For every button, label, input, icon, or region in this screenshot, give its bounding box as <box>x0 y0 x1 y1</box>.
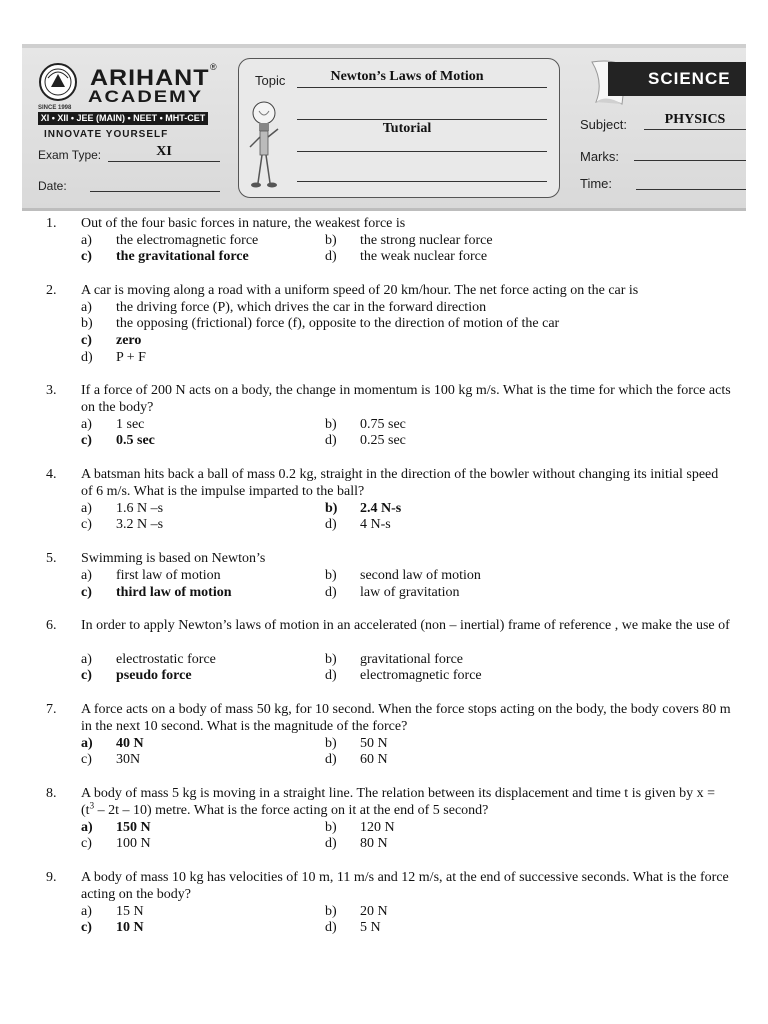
option-text: 30N <box>116 752 141 767</box>
exam-type-line <box>108 161 220 162</box>
topic-label: Topic <box>255 73 286 88</box>
option-text: 15 N <box>116 904 144 919</box>
option-letter: c) <box>81 433 92 448</box>
option-letter: c) <box>81 249 92 264</box>
subject-value: PHYSICS <box>664 112 726 127</box>
question-text: Swimming is based on Newton’s <box>81 551 266 566</box>
exam-type-label: Exam Type: <box>38 148 102 162</box>
option-text: 80 N <box>360 836 388 851</box>
question-number: 1. <box>46 216 57 231</box>
option-letter: b) <box>325 233 337 248</box>
option-text: 1 sec <box>116 417 145 432</box>
option-text: the strong nuclear force <box>360 233 493 248</box>
option-letter: b) <box>325 904 337 919</box>
option-text: electromagnetic force <box>360 668 482 683</box>
option-letter: b) <box>325 820 337 835</box>
subject-line <box>644 129 746 130</box>
option-text: the driving force (P), which drives the car in the forward direction <box>116 300 487 315</box>
option-letter: c) <box>81 836 92 851</box>
option-text: 5 N <box>360 920 381 935</box>
option-text: the weak nuclear force <box>360 249 488 264</box>
option-letter: d) <box>325 668 337 683</box>
registered-mark: ® <box>210 62 217 72</box>
question-number: 8. <box>46 786 57 801</box>
tagline: INNOVATE YOURSELF <box>44 129 169 140</box>
option-text: 0.75 sec <box>360 417 406 432</box>
question-number: 5. <box>46 551 57 566</box>
option-text: 150 N <box>116 820 151 835</box>
topic-value-2: Tutorial <box>382 121 432 136</box>
question-number: 9. <box>46 870 57 885</box>
question-text: A car is moving along a road with a uniform speed of 20 km/hour. The net force acting on the car is <box>81 283 639 298</box>
question-number: 4. <box>46 467 57 482</box>
option-letter: d) <box>325 752 337 767</box>
option-text: zero <box>116 333 142 348</box>
lightbulb-mascot-icon <box>247 99 281 191</box>
science-banner: SCIENCE <box>608 62 746 96</box>
exam-type-value: XI <box>156 144 172 159</box>
option-letter: c) <box>81 920 92 935</box>
option-text: third law of motion <box>116 585 232 600</box>
date-line <box>90 191 220 192</box>
option-text: law of gravitation <box>360 585 460 600</box>
option-letter: a) <box>81 820 93 835</box>
option-text: the electromagnetic force <box>116 233 259 248</box>
option-text: 2.4 N-s <box>360 501 402 516</box>
question-text: Out of the four basic forces in nature, the weakest force is <box>81 216 406 231</box>
courses-banner: XI • XII • JEE (MAIN) • NEET • MHT-CET <box>38 112 208 125</box>
question-text: A body of mass 10 kg has velocities of 10 m, 11 m/s and 12 m/s, at the end of successive seconds. What is the force acting on the body? <box>81 870 729 902</box>
question-text: If a force of 200 N acts on a body, the change in momentum is 100 kg m/s. What is the time for which the force acts on the body? <box>81 383 731 415</box>
option-letter: d) <box>81 350 93 365</box>
option-letter: c) <box>81 752 92 767</box>
option-letter: b) <box>325 736 337 751</box>
marks-line <box>634 160 746 161</box>
option-letter: c) <box>81 333 92 348</box>
time-line <box>636 189 746 190</box>
option-letter: c) <box>81 517 92 532</box>
option-text: 0.5 sec <box>116 433 155 448</box>
option-letter: a) <box>81 652 92 667</box>
option-text: 3.2 N –s <box>116 517 164 532</box>
option-letter: a) <box>81 233 92 248</box>
brand-name-line1: ARIHANT <box>90 65 210 91</box>
option-letter: b) <box>325 501 338 516</box>
exponent: 3 <box>89 800 95 811</box>
academy-seal-icon <box>38 62 78 102</box>
option-text: first law of motion <box>116 568 221 583</box>
option-text: 60 N <box>360 752 388 767</box>
worksheet-header <box>22 44 746 211</box>
topic-line-4 <box>297 181 547 182</box>
option-text: 40 N <box>116 736 144 751</box>
option-text: 0.25 sec <box>360 433 406 448</box>
option-letter: d) <box>325 585 337 600</box>
option-letter: c) <box>81 668 92 683</box>
topic-value: Newton’s Laws of Motion <box>330 69 484 84</box>
option-text: 1.6 N –s <box>116 501 164 516</box>
question-number: 3. <box>46 383 57 398</box>
option-letter: d) <box>325 920 337 935</box>
question-number: 2. <box>46 283 57 298</box>
option-letter: a) <box>81 417 92 432</box>
topic-line-1 <box>297 87 547 88</box>
option-text: 120 N <box>360 820 395 835</box>
option-letter: d) <box>325 836 337 851</box>
option-letter: d) <box>325 249 337 264</box>
option-text: the opposing (frictional) force (f), opposite to the direction of motion of the car <box>116 316 560 331</box>
option-letter: c) <box>81 585 92 600</box>
option-letter: a) <box>81 736 93 751</box>
question-number: 7. <box>46 702 57 717</box>
option-text: 20 N <box>360 904 388 919</box>
subject-label: Subject: <box>580 117 627 132</box>
option-text: P + F <box>116 350 146 365</box>
option-text: second law of motion <box>360 568 481 583</box>
time-label: Time: <box>580 176 613 191</box>
option-letter: a) <box>81 568 92 583</box>
topic-line-3 <box>297 151 547 152</box>
option-letter: d) <box>325 517 337 532</box>
option-text: the gravitational force <box>116 249 249 264</box>
academy-logo <box>38 58 218 138</box>
topic-box <box>238 58 560 198</box>
option-text: 50 N <box>360 736 388 751</box>
option-text: electrostatic force <box>116 652 216 667</box>
option-letter: b) <box>325 652 337 667</box>
question-text: A batsman hits back a ball of mass 0.2 kg, straight in the direction of the bowler without changing its initial speed of 6 m/s. What is the impulse imparted to the ball? <box>81 467 719 499</box>
option-text: 10 N <box>116 920 144 935</box>
option-letter: a) <box>81 300 92 315</box>
option-letter: d) <box>325 433 337 448</box>
date-label: Date: <box>38 179 67 193</box>
option-letter: b) <box>325 568 337 583</box>
option-text: pseudo force <box>116 668 192 683</box>
question-text <box>81 786 731 819</box>
option-letter: b) <box>325 417 337 432</box>
marks-label: Marks: <box>580 149 619 164</box>
since-label: SINCE 1998 <box>38 105 72 111</box>
option-text: 4 N-s <box>360 517 391 532</box>
option-letter: a) <box>81 501 92 516</box>
question-text-part: A body of mass 5 kg is moving in a straight line. The relation between its displacement and time t is given by x = (t <box>81 786 716 818</box>
option-letter: a) <box>81 904 92 919</box>
topic-line-2 <box>297 119 547 120</box>
question-text: In order to apply Newton’s laws of motion in an accelerated (non – inertial) frame of reference , we make the use of <box>81 618 730 633</box>
option-letter: b) <box>81 316 93 331</box>
brand-name-line2: ACADEMY <box>88 87 204 107</box>
question-text: A force acts on a body of mass 50 kg, for 10 second. When the force stops acting on the body, the body covers 80 m in the next 10 second. What is the magnitude of the force? <box>81 702 731 734</box>
option-text: gravitational force <box>360 652 464 667</box>
question-number: 6. <box>46 618 57 633</box>
option-text: 100 N <box>116 836 151 851</box>
question-text-part: – 2t – 10) metre. What is the force acting on it at the end of 5 second? <box>94 802 489 818</box>
